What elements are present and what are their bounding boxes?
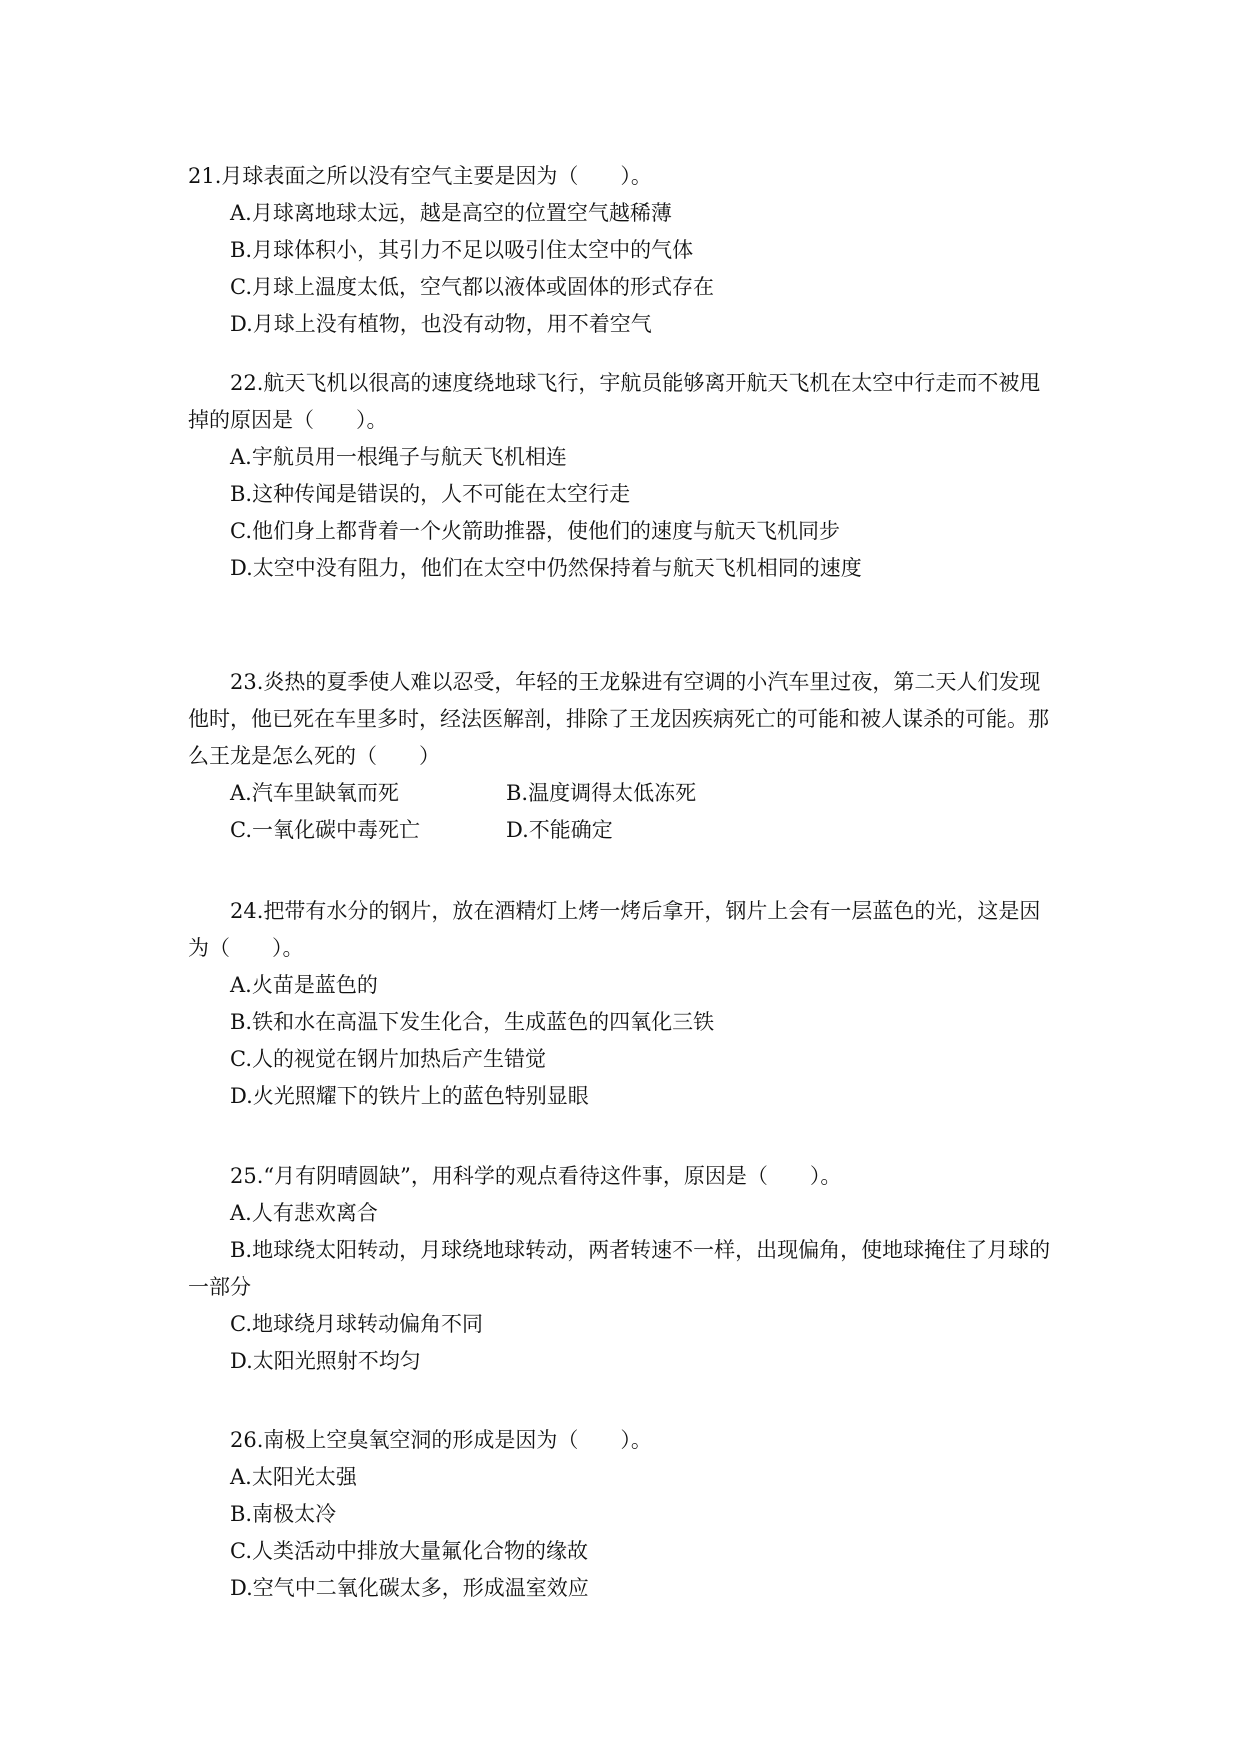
option-d: D.火光照耀下的铁片上的蓝色特别显眼 [230, 1084, 589, 1108]
option-b: B.南极太冷 [230, 1502, 337, 1526]
option-c: C.地球绕月球转动偏角不同 [230, 1312, 483, 1336]
question-24 [188, 893, 1060, 1115]
option-b: B.温度调得太低冻死 [506, 781, 697, 805]
option-c: C.他们身上都背着一个火箭助推器，使他们的速度与航天飞机同步 [230, 519, 840, 543]
option-row [188, 775, 1060, 812]
question-stem: 26.南极上空臭氧空洞的形成是因为（ ）。 [230, 1428, 652, 1452]
option-a: A.宇航员用一根绳子与航天飞机相连 [230, 445, 567, 469]
question-25 [188, 1158, 1060, 1380]
option-b: B.地球绕太阳转动，月球绕地球转动，两者转速不一样，出现偏角，使地球掩住了月球的一部分 [188, 1238, 1051, 1299]
option-a: A.火苗是蓝色的 [230, 973, 378, 997]
option-a: A.汽车里缺氧而死 [230, 781, 399, 805]
option-d: D.空气中二氧化碳太多，形成温室效应 [230, 1576, 589, 1600]
question-22 [188, 365, 1060, 587]
option-c: C.人类活动中排放大量氟化合物的缘故 [230, 1539, 588, 1563]
question-stem: 22.航天飞机以很高的速度绕地球飞行，宇航员能够离开航天飞机在太空中行走而不被甩掉的原因是（ ）。 [188, 371, 1041, 432]
option-d: D.太阳光照射不均匀 [230, 1349, 421, 1373]
option-a: A.月球离地球太远，越是高空的位置空气越稀薄 [230, 201, 672, 225]
question-stem: 23.炎热的夏季使人难以忍受，年轻的王龙躲进有空调的小汽车里过夜，第二天人们发现他时，他已死在车里多时，经法医解剖，排除了王龙因疾病死亡的可能和被人谋杀的可能。那么王龙是怎么死的（ ） [188, 670, 1049, 768]
option-c: C.人的视觉在钢片加热后产生错觉 [230, 1047, 546, 1071]
question-23 [188, 664, 1060, 849]
option-c: C.一氧化碳中毒死亡 [230, 818, 420, 842]
question-21 [188, 158, 1060, 343]
option-b: B.铁和水在高温下发生化合，生成蓝色的四氧化三铁 [230, 1010, 715, 1034]
question-26 [188, 1422, 1060, 1607]
option-d: D.不能确定 [506, 818, 613, 842]
option-a: A.人有悲欢离合 [230, 1201, 378, 1225]
option-c: C.月球上温度太低，空气都以液体或固体的形式存在 [230, 275, 714, 299]
option-a: A.太阳光太强 [230, 1465, 357, 1489]
question-stem: 24.把带有水分的钢片，放在酒精灯上烤一烤后拿开，钢片上会有一层蓝色的光，这是因为（ ）。 [188, 899, 1041, 960]
option-d: D.太空中没有阻力，他们在太空中仍然保持着与航天飞机相同的速度 [230, 556, 862, 580]
option-b: B.这种传闻是错误的，人不可能在太空行走 [230, 482, 631, 506]
option-d: D.月球上没有植物，也没有动物，用不着空气 [230, 312, 652, 336]
question-stem: 25.“月有阴晴圆缺”，用科学的观点看待这件事，原因是（ ）。 [230, 1164, 842, 1188]
option-b: B.月球体积小，其引力不足以吸引住太空中的气体 [230, 238, 694, 262]
question-stem: 21.月球表面之所以没有空气主要是因为（ ）。 [188, 164, 652, 188]
option-row [188, 812, 1060, 849]
